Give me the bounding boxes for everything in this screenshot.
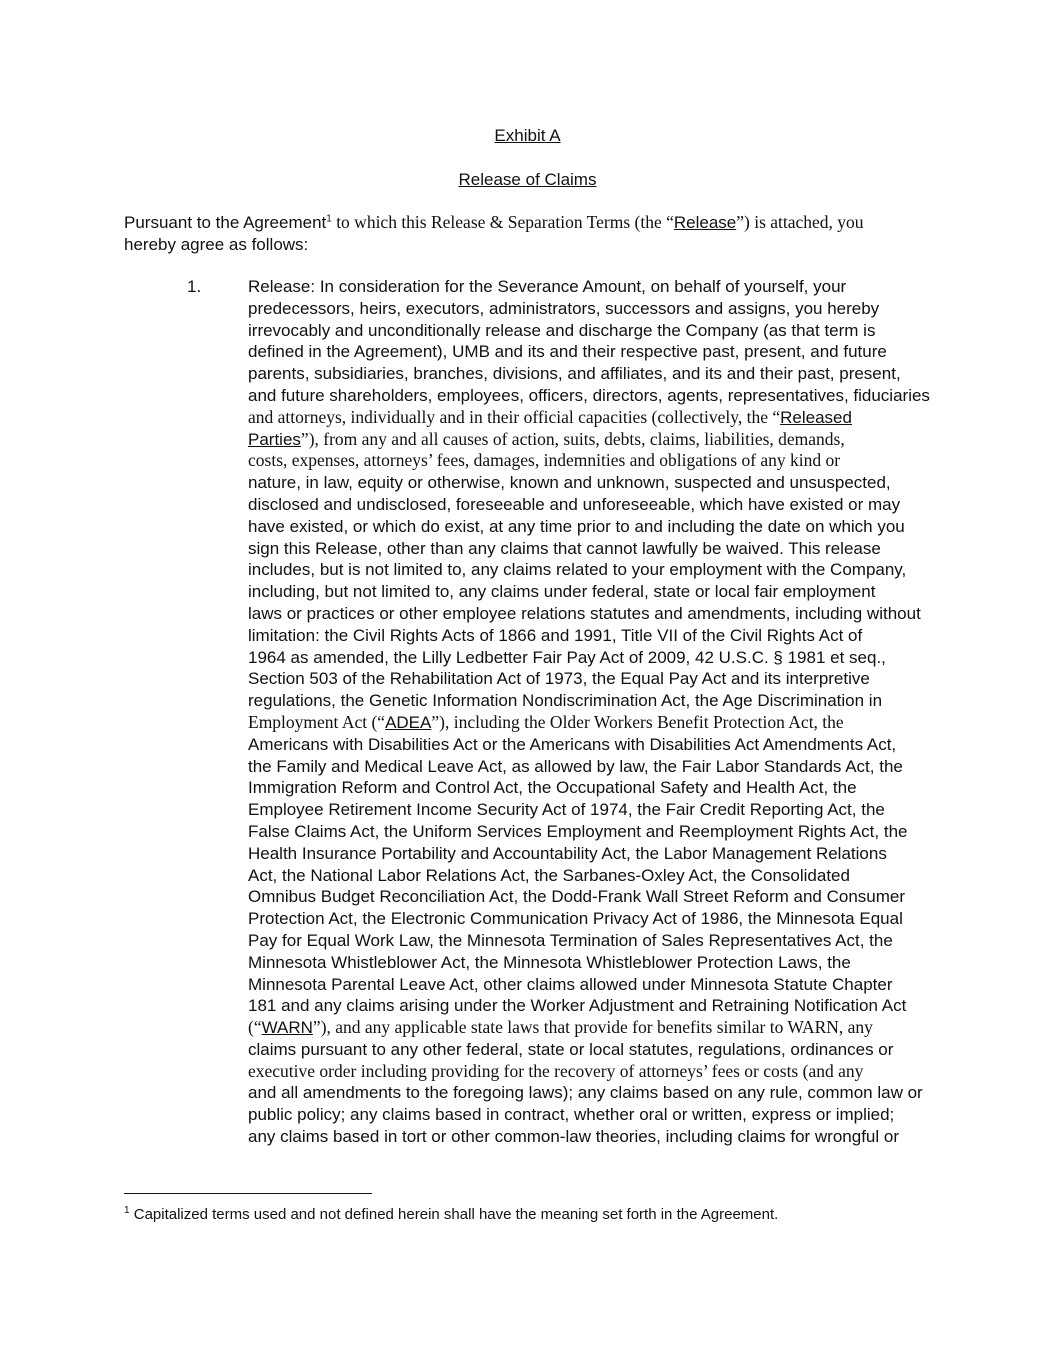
body-line: includes, but is not limited to, any claims related to your employment with the Company, — [248, 560, 907, 580]
body-line: nature, in law, equity or otherwise, known and unknown, suspected and unsuspected, — [248, 473, 891, 493]
body-line: 1964 as amended, the Lilly Ledbetter Fair Pay Act of 2009, 42 U.S.C. § 1981 et seq., — [248, 647, 886, 667]
body-line: Immigration Reform and Control Act, the Occupational Safety and Health Act, the — [248, 778, 857, 798]
body-line: claims pursuant to any other federal, state or local statutes, regulations, ordinances or — [248, 1039, 894, 1059]
body-line-text: ”), from any and all causes of action, suits, debts, claims, liabilities, demands, — [300, 428, 845, 449]
body-line-text: ”), and any applicable state laws that provide for benefits similar to WARN, any — [312, 1017, 873, 1038]
footnote — [124, 1205, 778, 1225]
footnote-divider — [124, 1193, 372, 1194]
body-line: parents, subsidiaries, branches, divisions, and affiliates, and its and their past, present, — [248, 364, 901, 384]
footnote-marker: 1 — [124, 1205, 130, 1216]
body-line: the Family and Medical Leave Act, as allowed by law, the Fair Labor Standards Act, the — [248, 756, 903, 776]
body-line: Minnesota Whistleblower Act, the Minnesota Whistleblower Protection Laws, the — [248, 952, 851, 972]
footnote-text: Capitalized terms used and not defined herein shall have the meaning set forth in the Agreement. — [129, 1206, 779, 1223]
body-line: regulations, the Genetic Information Nondiscrimination Act, the Age Discrimination in — [248, 691, 883, 711]
body-line: defined in the Agreement), UMB and its and their respective past, present, and future — [248, 342, 887, 362]
body-line: predecessors, heirs, executors, administrators, successors and assigns, you hereby — [248, 298, 880, 318]
body-line: Release: In consideration for the Severance Amount, on behalf of yourself, your — [248, 277, 847, 296]
defined-term-released: Released — [780, 407, 852, 427]
footnote-reference: 1 — [326, 213, 332, 225]
body-line-text: (“ — [248, 1017, 262, 1038]
body-line: Minnesota Parental Leave Act, other claims allowed under Minnesota Statute Chapter — [248, 974, 893, 994]
body-line: costs, expenses, attorneys’ fees, damages, indemnities and obligations of any kind or — [248, 450, 841, 471]
body-line-text: and attorneys, individually and in their official capacities (collectively, the “ — [248, 406, 781, 427]
body-line: Omnibus Budget Reconciliation Act, the Dodd-Frank Wall Street Reform and Consumer — [248, 887, 905, 907]
body-line: Section 503 of the Rehabilitation Act of 1973, the Equal Pay Act and its interpretive — [248, 669, 870, 689]
release-of-claims-heading: Release of Claims — [458, 170, 597, 189]
body-line: disclosed and undisclosed, foreseeable and unforeseeable, which have existed or may — [248, 494, 901, 514]
body-line: and future shareholders, employees, officers, directors, agents, representatives, fiduciaries — [248, 385, 930, 405]
body-line: Protection Act, the Electronic Communication Privacy Act of 1986, the Minnesota Equal — [248, 909, 903, 929]
body-line — [248, 407, 948, 429]
body-line: Pay for Equal Work Law, the Minnesota Termination of Sales Representatives Act, the — [248, 930, 893, 950]
intro-text-4: hereby agree as follows: — [124, 235, 309, 254]
section-number: 1. — [187, 277, 202, 296]
defined-term-warn: WARN — [261, 1018, 313, 1038]
body-line — [248, 712, 948, 734]
exhibit-heading: Exhibit A — [494, 126, 561, 145]
intro-text-1: Pursuant to the Agreement — [124, 213, 327, 232]
intro-text-3: ”) is attached, you — [736, 212, 864, 232]
body-line: sign this Release, other than any claims that cannot lawfully be waived. This release — [248, 538, 881, 558]
release-section-body — [248, 276, 948, 1148]
body-line-text: Employment Act (“ — [248, 711, 386, 732]
body-line: including, but not limited to, any claims under federal, state or local fair employment — [248, 582, 876, 602]
body-line — [248, 1017, 948, 1039]
body-line: executive order including providing for the recovery of attorneys’ fees or costs (and any — [248, 1060, 864, 1081]
body-line: Americans with Disabilities Act or the Americans with Disabilities Act Amendments Act, — [248, 734, 897, 754]
body-line: Act, the National Labor Relations Act, the Sarbanes-Oxley Act, the Consolidated — [248, 865, 850, 885]
body-line: have existed, or which do exist, at any time prior to and including the date on which you — [248, 516, 905, 536]
body-line: any claims based in tort or other common-law theories, including claims for wrongful or — [248, 1127, 899, 1147]
defined-term-adea: ADEA — [385, 712, 432, 732]
intro-paragraph — [124, 211, 924, 256]
body-line-text: ”), including the Older Workers Benefit Protection Act, the — [431, 711, 844, 732]
body-line: laws or practices or other employee relations statutes and amendments, including without — [248, 603, 921, 623]
body-line — [248, 429, 948, 451]
body-line: Health Insurance Portability and Accountability Act, the Labor Management Relations — [248, 843, 887, 863]
body-line: irrevocably and unconditionally release and discharge the Company (as that term is — [248, 320, 876, 340]
body-line: limitation: the Civil Rights Acts of 1866 and 1991, Title VII of the Civil Rights Act of — [248, 625, 863, 645]
body-line: Employee Retirement Income Security Act of 1974, the Fair Credit Reporting Act, the — [248, 800, 885, 820]
defined-term-release: Release — [673, 213, 737, 232]
body-line: 181 and any claims arising under the Worker Adjustment and Retraining Notification Act — [248, 996, 907, 1016]
defined-term-parties: Parties — [248, 429, 301, 449]
body-line: and all amendments to the foregoing laws); any claims based on any rule, common law or — [248, 1083, 923, 1103]
body-line: public policy; any claims based in contract, whether oral or written, express or implied; — [248, 1105, 895, 1125]
body-line: False Claims Act, the Uniform Services Employment and Reemployment Rights Act, the — [248, 821, 908, 841]
intro-text-2: to which this Release & Separation Terms (the “ — [331, 212, 674, 232]
